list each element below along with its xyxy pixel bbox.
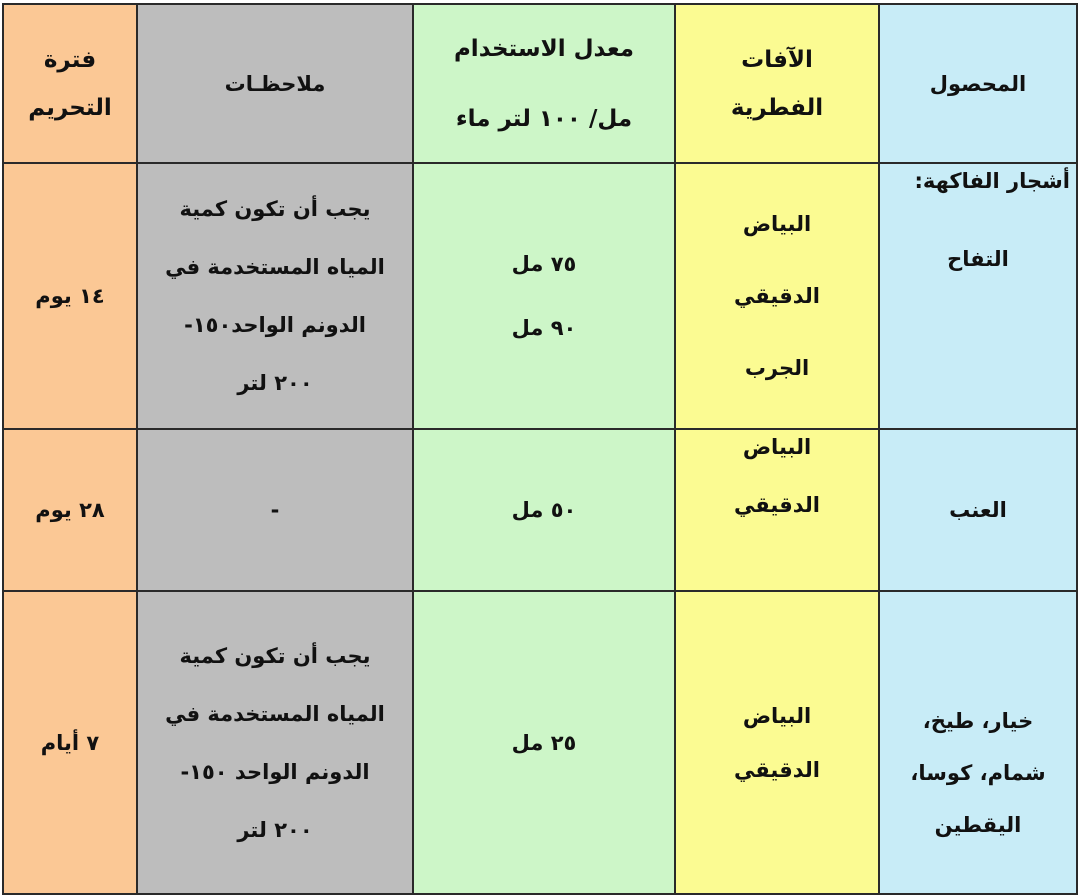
pest-name: البياض [742,435,812,459]
header-notes [137,4,413,163]
period-cell [3,163,137,429]
rate-value: ٢٥ مل [511,730,577,755]
period-value: ٢٨ يوم [35,498,105,522]
rate-cell [413,429,675,591]
header-crop [879,4,1077,163]
pesticide-table [2,3,1078,895]
note-line: الدونم الواحد ١٥٠- [180,759,370,784]
note-line: المياه المستخدمة في [165,701,385,726]
pest-name: الدقيقي [734,757,820,782]
pest-name: الدقيقي [734,493,820,517]
rate-value: ٥٠ مل [511,498,577,522]
table-row [3,591,1077,894]
pest-name: البياض [742,703,812,728]
crop-name: اليقطين [934,812,1022,837]
header-pests-line: الفطرية [730,94,824,121]
pest-name: البياض [742,212,812,236]
crop-cell [879,591,1077,894]
pests-cell [675,429,879,591]
pest-name: الجرب [744,356,810,380]
crop-cell [879,429,1077,591]
header-rate-line: معدل الاستخدام [453,35,635,62]
pests-cell [675,163,879,429]
period-value: ١٤ يوم [35,284,105,308]
rate-value: ٧٥ مل [511,252,577,276]
header-crop-label: المحصول [929,71,1027,96]
crop-name: شمام، كوسا، [910,760,1046,785]
header-period-line: التحريم [28,94,112,121]
notes-cell [137,429,413,591]
note-line: ٢٠٠ لتر [237,371,313,395]
note-line: يجب أن تكون كمية [179,643,371,668]
header-rate-line: مل/ ١٠٠ لتر ماء [455,105,633,132]
crop-name: خيار، طيخ، [922,708,1034,733]
header-pests [675,4,879,163]
note-line: المياه المستخدمة في [165,255,385,279]
crop-name: العنب [949,498,1007,522]
rate-cell [413,591,675,894]
note-line: - [270,498,280,522]
crop-category: أشجار الفاكهة: [914,169,1070,193]
note-line: يجب أن تكون كمية [179,197,371,221]
header-period [3,4,137,163]
header-period-line: فترة [43,46,97,73]
period-value: ٧ أيام [40,730,100,755]
pests-cell [675,591,879,894]
notes-cell [137,163,413,429]
table-row [3,429,1077,591]
rate-cell [413,163,675,429]
table-row [3,163,1077,429]
crop-cell [879,163,1077,429]
crop-name: التفاح [947,247,1009,271]
period-cell [3,429,137,591]
pest-name: الدقيقي [734,284,820,308]
header-notes-label: ملاحظـات [224,71,326,96]
header-rate [413,4,675,163]
note-line: الدونم الواحد١٥٠- [184,313,366,337]
period-cell [3,591,137,894]
header-pests-line: الآفات [741,46,813,73]
header-row [3,4,1077,163]
rate-value: ٩٠ مل [511,316,577,340]
notes-cell [137,591,413,894]
note-line: ٢٠٠ لتر [237,817,313,842]
